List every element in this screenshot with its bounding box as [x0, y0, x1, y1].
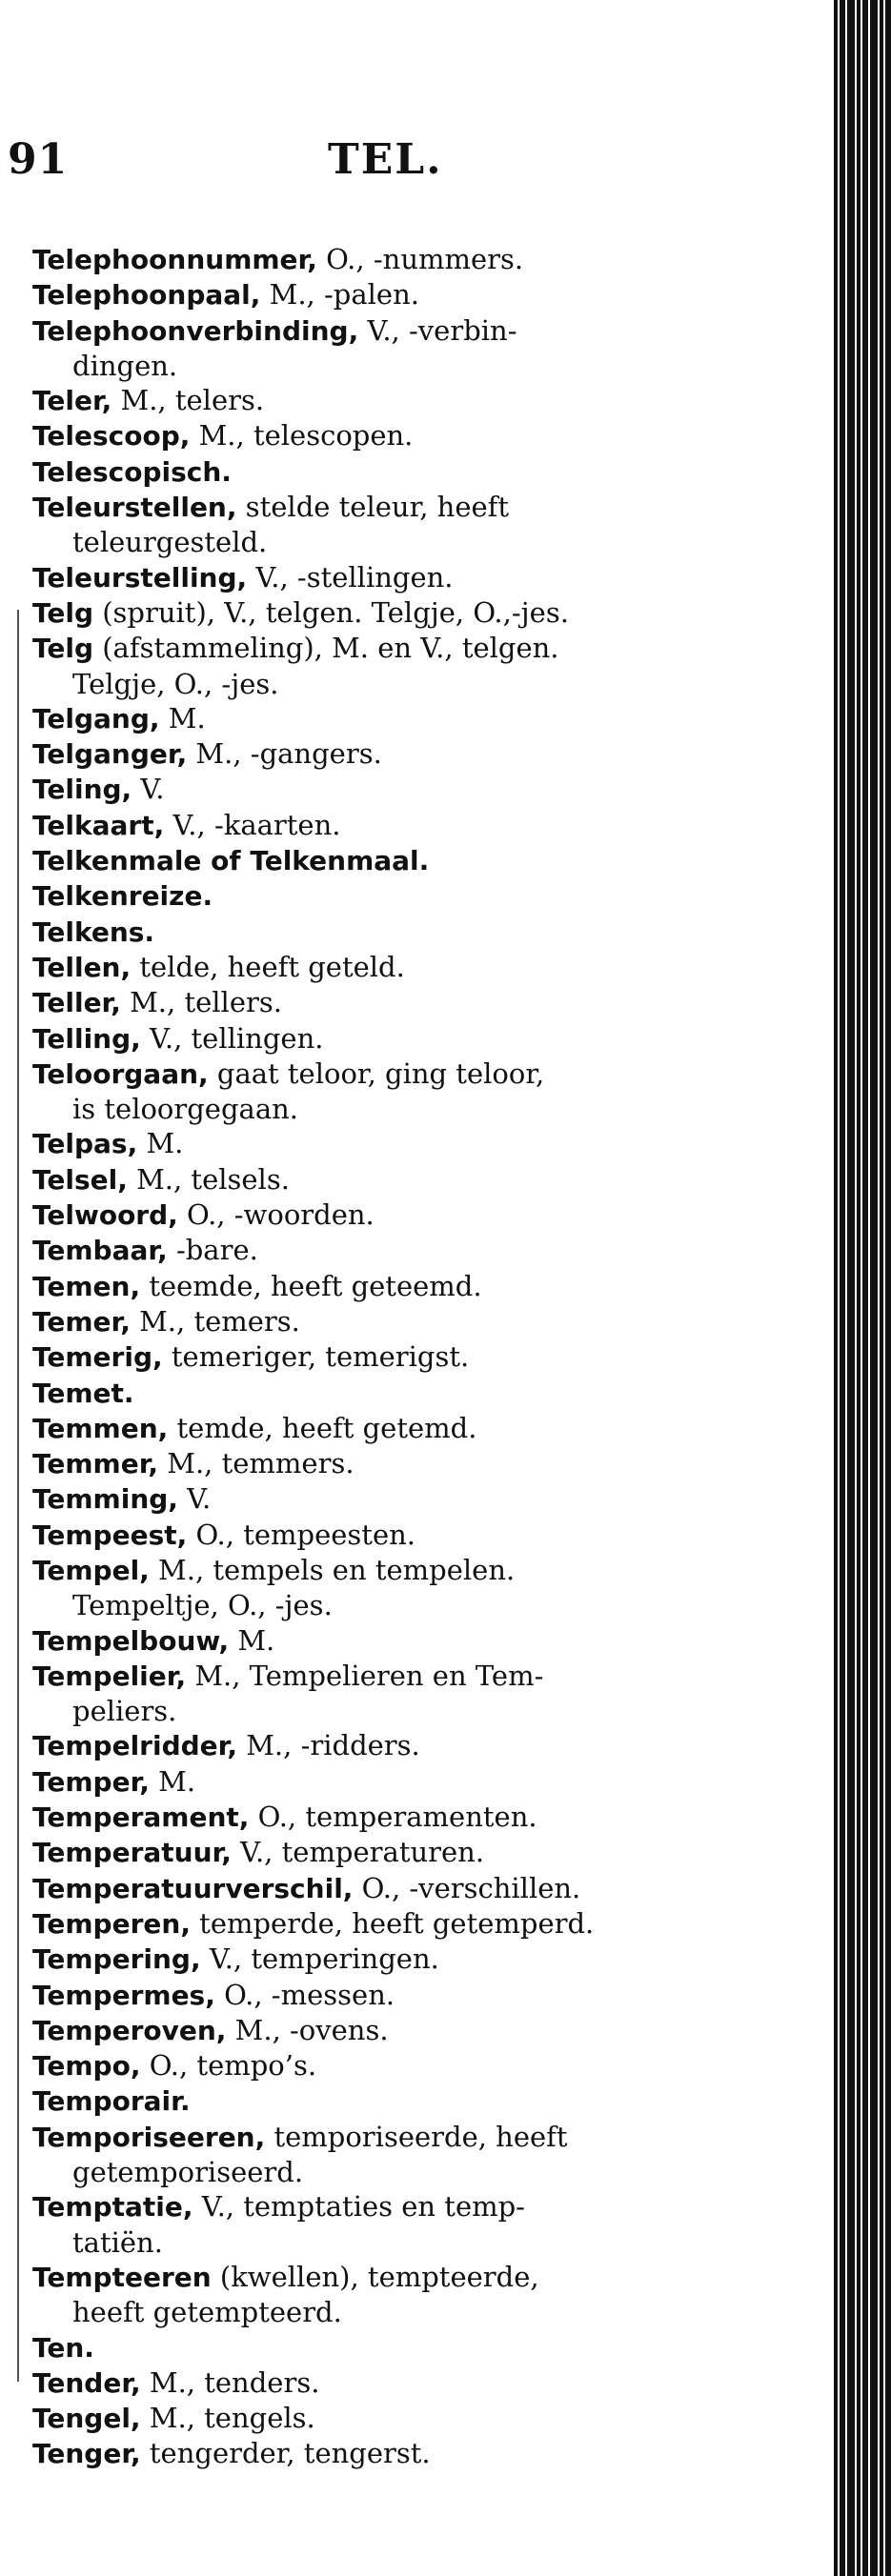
entry-continuation: peliers.	[72, 1695, 177, 1728]
page-edge-band	[834, 0, 891, 2576]
entry-headword: Telling,	[32, 1022, 141, 1055]
dictionary-entry	[32, 843, 719, 878]
entry-definition: V., -kaarten.	[172, 808, 341, 841]
entry-definition: (kwellen), tempteerde,	[219, 2260, 539, 2293]
entry-headword: Temperatuur,	[32, 1837, 232, 1869]
dictionary-entry	[32, 1623, 719, 1659]
entry-headword: Telganger,	[32, 738, 188, 771]
entry-headword: Temper,	[32, 1765, 150, 1798]
dictionary-entry	[32, 985, 719, 1020]
dictionary-entry	[32, 1304, 719, 1339]
entry-definition: M., telescopen.	[198, 419, 414, 453]
dictionary-entry	[32, 1942, 719, 1977]
entry-definition: -bare.	[175, 1234, 258, 1267]
entry-definition: temporiseerde, heeft	[273, 2120, 568, 2153]
dictionary-entry	[32, 1978, 719, 2013]
entry-headword: Telephoonverbinding,	[32, 314, 359, 347]
entry-definition: V.	[187, 1482, 212, 1516]
entry-definition: teemde, heeft geteemd.	[149, 1269, 482, 1302]
entry-definition: V., -verbin-	[367, 313, 517, 347]
dictionary-entry	[32, 1233, 719, 1268]
dictionary-entry	[32, 1906, 719, 1942]
entry-headword: Temperatuurverschil,	[32, 1872, 354, 1904]
dictionary-entry	[32, 1835, 719, 1870]
entry-definition: temeriger, temerigst.	[171, 1340, 470, 1374]
entry-headword: Telg	[32, 633, 94, 665]
entry-headword: Telkaart,	[32, 809, 165, 841]
dictionary-entry	[32, 1197, 719, 1233]
entry-headword: Tempermes,	[32, 1979, 215, 2011]
entry-headword: Tempeest,	[32, 1519, 188, 1551]
dictionary-entry	[32, 1728, 719, 1763]
entry-headword: Tempering,	[32, 1943, 201, 1976]
entry-headword: Tenger,	[32, 2438, 141, 2470]
entry-definition: temperde, heeft getemperd.	[199, 1906, 595, 1940]
entry-definition: M.	[158, 1764, 196, 1798]
entry-headword: Temen,	[32, 1270, 141, 1302]
entry-definition: V., tellingen.	[150, 1021, 324, 1055]
entry-headword: Telkens.	[32, 916, 155, 948]
dictionary-entry	[32, 1871, 719, 1906]
entry-headword: Temperoven,	[32, 2014, 227, 2046]
dictionary-entry	[32, 1800, 719, 1835]
entry-definition: M.	[237, 1623, 275, 1657]
entry-definition: M., -gangers.	[195, 737, 382, 771]
dictionary-entry	[32, 950, 719, 985]
entry-headword: Telsel,	[32, 1163, 128, 1196]
entry-definition: M., -ridders.	[246, 1729, 420, 1762]
running-head: TEL.	[328, 135, 443, 184]
dictionary-entry	[32, 1764, 719, 1800]
entry-continuation: Tempeltje, O., -jes.	[72, 1589, 333, 1622]
entry-headword: Telkenreize.	[32, 880, 213, 913]
entry-definition: O., tempo’s.	[149, 2049, 317, 2083]
entry-headword: Tempelier,	[32, 1660, 187, 1692]
dictionary-entry	[32, 2120, 719, 2190]
dictionary-entry	[32, 2401, 719, 2436]
entry-headword: Tender,	[32, 2366, 141, 2399]
entry-headword: Teling,	[32, 774, 132, 806]
entry-definition: M., temmers.	[167, 1447, 354, 1480]
dictionary-entries	[32, 242, 719, 2472]
entry-definition: V., temperaturen.	[240, 1836, 485, 1869]
entry-headword: Telwoord,	[32, 1199, 178, 1232]
entry-headword: Telkenmale of Telkenmaal.	[32, 845, 430, 877]
entry-definition: O., -nummers.	[326, 243, 524, 275]
entry-continuation: teleurgesteld.	[72, 526, 268, 559]
entry-headword: Teleurstelling,	[32, 561, 248, 594]
dictionary-entry	[32, 277, 719, 312]
dictionary-entry	[32, 808, 719, 843]
dictionary-entry	[32, 1126, 719, 1161]
dictionary-entry	[32, 915, 719, 950]
entry-headword: Tempteeren	[32, 2261, 212, 2293]
dictionary-entry	[32, 2436, 719, 2471]
dictionary-entry	[32, 1376, 719, 1411]
entry-headword: Temporiseeren,	[32, 2121, 266, 2153]
dictionary-entry	[32, 1021, 719, 1057]
entry-headword: Temperen,	[32, 1907, 191, 1940]
dictionary-entry	[32, 2260, 719, 2330]
dictionary-entry	[32, 1659, 719, 1729]
entry-headword: Telg	[32, 596, 94, 629]
entry-definition: M., tenders.	[149, 2365, 320, 2399]
entry-headword: Tempel,	[32, 1554, 150, 1586]
dictionary-entry	[32, 595, 719, 631]
entry-definition: M., tempels en tempelen.	[158, 1553, 516, 1586]
entry-headword: Temer,	[32, 1305, 131, 1338]
entry-continuation: heeft getempteerd.	[72, 2296, 342, 2329]
dictionary-entry	[32, 313, 719, 384]
entry-definition: O., -verschillen.	[361, 1871, 581, 1904]
dictionary-entry	[32, 1518, 719, 1553]
entry-headword: Tempo,	[32, 2050, 141, 2083]
entry-continuation: getemporiseerd.	[72, 2156, 304, 2189]
dictionary-entry	[32, 1411, 719, 1446]
entry-headword: Telephoonnummer,	[32, 244, 317, 275]
entry-continuation: tatiën.	[72, 2225, 163, 2259]
entry-continuation: dingen.	[72, 349, 178, 382]
dictionary-entry	[32, 2013, 719, 2048]
dictionary-entry	[32, 878, 719, 914]
entry-definition: telde, heeft geteld.	[139, 950, 405, 983]
dictionary-entry	[32, 1446, 719, 1481]
entry-headword: Temperament,	[32, 1801, 250, 1834]
dictionary-entry	[32, 736, 719, 772]
dictionary-entry	[32, 631, 719, 701]
entry-definition: O., tempeesten.	[195, 1518, 416, 1551]
dictionary-entry	[32, 1339, 719, 1375]
dictionary-entry	[32, 2365, 719, 2401]
entry-definition: O., -woorden.	[187, 1198, 375, 1232]
dictionary-entry	[32, 2083, 719, 2119]
entry-headword: Temptatie,	[32, 2191, 193, 2224]
entry-headword: Teler,	[32, 385, 112, 417]
dictionary-entry	[32, 490, 719, 560]
page-number: 91	[8, 135, 69, 184]
entry-definition: M., temers.	[139, 1304, 300, 1338]
entry-headword: Telephoonpaal,	[32, 279, 261, 312]
entry-definition: stelde teleur, heeft	[245, 491, 510, 524]
entry-headword: Telpas,	[32, 1128, 138, 1160]
dictionary-entry	[32, 701, 719, 736]
dictionary-entry	[32, 2189, 719, 2260]
entry-headword: Tempelridder,	[32, 1730, 237, 1762]
dictionary-entry	[32, 2330, 719, 2365]
dictionary-entry	[32, 454, 719, 490]
entry-definition: O., -messen.	[224, 1978, 395, 2011]
dictionary-entry	[32, 2048, 719, 2083]
entry-definition: V., temptaties en temp-	[201, 2190, 525, 2224]
dictionary-entry	[32, 560, 719, 595]
entry-headword: Temet.	[32, 1377, 134, 1409]
margin-rule	[17, 610, 19, 2382]
dictionary-entry	[32, 1162, 719, 1197]
dictionary-entry	[32, 1057, 719, 1127]
entry-headword: Teller,	[32, 987, 121, 1019]
dictionary-entry	[32, 1269, 719, 1304]
entry-definition: V.	[140, 773, 165, 806]
dictionary-entry	[32, 772, 719, 807]
entry-headword: Ten.	[32, 2331, 94, 2364]
entry-definition: O., temperamenten.	[257, 1801, 537, 1834]
entry-definition: M., -ovens.	[234, 2013, 389, 2046]
entry-headword: Teloorgaan,	[32, 1057, 209, 1090]
entry-continuation: is teloorgegaan.	[72, 1093, 299, 1126]
dictionary-entry	[32, 383, 719, 418]
entry-headword: Temmen,	[32, 1412, 169, 1444]
entry-definition: V., temperingen.	[209, 1942, 439, 1976]
entry-headword: Teleurstellen,	[32, 492, 237, 524]
entry-continuation: Telgje, O., -jes.	[72, 667, 279, 700]
dictionary-entry	[32, 242, 719, 277]
entry-definition: M.	[146, 1127, 184, 1160]
entry-headword: Telescopisch.	[32, 455, 232, 488]
entry-definition: temde, heeft getemd.	[176, 1411, 477, 1444]
dictionary-entry	[32, 418, 719, 453]
entry-headword: Tellen,	[32, 951, 132, 983]
entry-headword: Temporair.	[32, 2085, 191, 2118]
entry-definition: M., tengels.	[149, 2402, 315, 2435]
entry-headword: Tempelbouw,	[32, 1624, 230, 1657]
entry-headword: Temmer,	[32, 1448, 159, 1480]
entry-definition: M.	[168, 701, 206, 735]
entry-headword: Temerig,	[32, 1341, 163, 1374]
entry-headword: Telescoop,	[32, 420, 191, 453]
page-header	[0, 135, 891, 192]
entry-headword: Tembaar,	[32, 1235, 168, 1267]
entry-definition: gaat teloor, ging teloor,	[216, 1057, 545, 1090]
dictionary-entry	[32, 1553, 719, 1623]
entry-definition: M., -palen.	[269, 278, 419, 312]
entry-headword: Temming,	[32, 1483, 178, 1516]
entry-definition: V., -stellingen.	[255, 560, 454, 594]
entry-definition: M., tellers.	[130, 986, 282, 1019]
entry-definition: tengerder, tengerst.	[149, 2437, 431, 2470]
dictionary-entry	[32, 1481, 719, 1517]
entry-headword: Tengel,	[32, 2403, 141, 2435]
entry-definition: (afstammeling), M. en V., telgen.	[102, 632, 559, 665]
entry-definition: M., telers.	[120, 384, 265, 417]
entry-definition: M., Tempelieren en Tem-	[194, 1659, 544, 1692]
entry-headword: Telgang,	[32, 702, 160, 735]
entry-definition: (spruit), V., telgen. Telgje, O.,-jes.	[102, 595, 569, 629]
entry-definition: M., telsels.	[136, 1162, 290, 1196]
